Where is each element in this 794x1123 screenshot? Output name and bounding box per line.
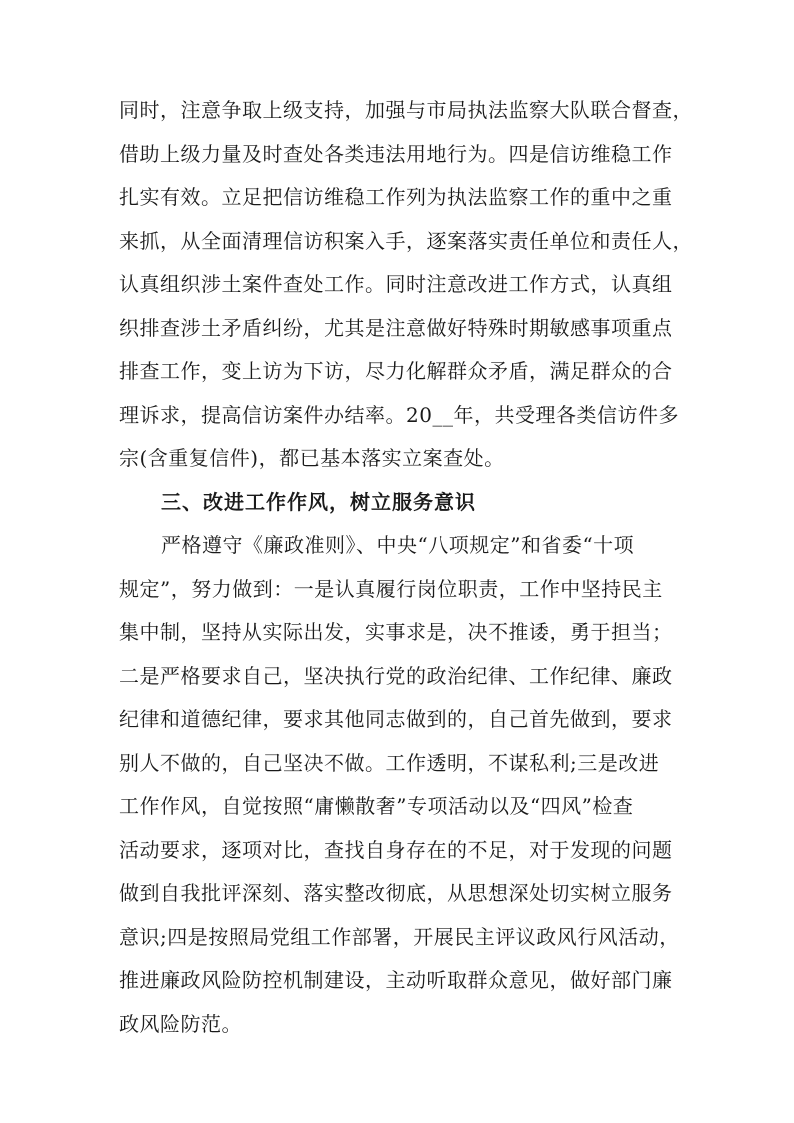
paragraph-line: 来抓，从全面清理信访积案入手，逐案落实责任单位和责任人， xyxy=(119,229,693,253)
paragraph-line: 认真组织涉土案件查处工作。同时注意改进工作方式，认真组 xyxy=(119,272,673,296)
paragraph-line: 活动要求，逐项对比，查找自身存在的不足，对于发现的问题 xyxy=(119,838,673,862)
paragraph-line: 二是严格要求自己，坚决执行党的政治纪律、工作纪律、廉政 xyxy=(119,664,673,688)
paragraph-line: 集中制，坚持从实际出发，实事求是，决不推诿，勇于担当； xyxy=(119,620,673,644)
paragraph-line: 同时，注意争取上级支持，加强与市局执法监察大队联合督查， xyxy=(119,98,693,122)
paragraph-line: 宗(含重复信件)，都已基本落实立案查处。 xyxy=(119,446,505,470)
paragraph-line: 工作作风，自觉按照“庸懒散奢”专项活动以及“四风”检查 xyxy=(119,794,634,818)
paragraph-line: 排查工作，变上访为下访，尽力化解群众矛盾，满足群众的合 xyxy=(119,359,673,383)
section-heading: 三、改进工作作风，树立服务意识 xyxy=(161,490,476,514)
paragraph-line: 纪律和道德纪律，要求其他同志做到的，自己首先做到，要求 xyxy=(119,707,673,731)
paragraph-line: 推进廉政风险防控机制建设，主动听取群众意见，做好部门廉 xyxy=(119,968,673,992)
paragraph-line: 做到自我批评深刻、落实整改彻底，从思想深处切实树立服务 xyxy=(119,881,673,905)
paragraph-line: 织排查涉土矛盾纠纷，尤其是注意做好特殊时期敏感事项重点 xyxy=(119,316,673,340)
paragraph-line: 扎实有效。立足把信访维稳工作列为执法监察工作的重中之重 xyxy=(119,185,673,209)
paragraph-line: 理诉求，提高信访案件办结率。20__年，共受理各类信访件多 xyxy=(119,403,679,427)
paragraph-line: 别人不做的，自己坚决不做。工作透明，不谋私利;三是改进 xyxy=(119,751,660,775)
paragraph-line: 政风险防范。 xyxy=(119,1012,242,1036)
paragraph-line: 严格遵守《廉政准则》、中央“八项规定”和省委“十项 xyxy=(161,533,635,557)
paragraph-line: 借助上级力量及时查处各类违法用地行为。四是信访维稳工作 xyxy=(119,142,673,166)
paragraph-line: 规定”，努力做到：一是认真履行岗位职责，工作中坚持民主 xyxy=(119,577,663,601)
paragraph-line: 意识;四是按照局党组工作部署，开展民主评议政风行风活动， xyxy=(119,925,680,949)
